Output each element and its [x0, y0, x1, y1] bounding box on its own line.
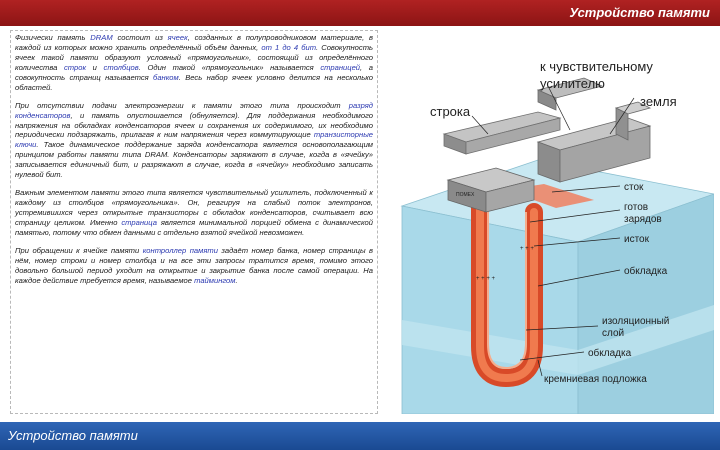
text-run: . Такое динамическое поддержание заряда конденсатора является основополагающим принципом работы памяти типа DRAM. Конденсаторы заряжают в случае, когда в «ячейку» записывается единичный бит, и разряжают в случае, когда в «ячейку» необходимо записать нулевой бит.: [15, 140, 373, 180]
label-gate-2: зарядов: [624, 214, 662, 225]
charge-marks-right: + + +: [520, 246, 534, 252]
footer-bar: [0, 422, 720, 450]
label-substrate: кремниевая подложка: [544, 374, 647, 385]
highlight-term: строк: [63, 62, 87, 72]
paragraph-4: [15, 246, 373, 286]
label-plate-2: обкладка: [588, 348, 632, 359]
text-run: , а совокупность страниц называется: [15, 62, 373, 82]
label-ground: земля: [640, 94, 677, 109]
highlight-term: ячеек: [167, 33, 188, 42]
text-run: . Совокупность ячеек такой памяти образуют условный «прямоугольник», состоящий из определённого количества: [15, 42, 374, 72]
text-run: . Один такой «прямоугольник» называется: [138, 62, 321, 72]
highlight-term: контроллер памяти: [142, 245, 218, 255]
highlight-term: DRAM: [90, 33, 113, 42]
label-drain: сток: [624, 182, 644, 193]
label-insulator-1: изоляционный: [602, 316, 670, 327]
highlight-term: страницей: [320, 62, 361, 72]
text-run: является минимальной порцией обмена с динамической памятью, потому что обмен данными с отдельно взятой ячейкой невозможен.: [15, 217, 373, 237]
text-run: При отсутствии подачи электроэнергии к памяти этого типа происходит: [15, 100, 349, 110]
header-bar: [0, 0, 720, 26]
label-plate-1: обкладка: [624, 266, 668, 277]
text-run: При обращении к ячейке памяти: [15, 245, 143, 255]
highlight-term: разряд конденсаторов: [15, 100, 373, 120]
highlight-term: банком: [153, 72, 179, 82]
highlight-term: таймингом: [194, 275, 236, 285]
paragraph-3: [15, 188, 373, 238]
text-run: и: [86, 62, 104, 72]
text-run: , созданных в полупроводниковом материале, в каждой из которых можно хранить определённый объём данных,: [15, 33, 374, 52]
text-run: состоит из: [112, 33, 168, 42]
highlight-term: транзисторные ключи: [15, 130, 373, 150]
label-gate-1: готов: [624, 202, 649, 213]
header-title: Устройство памяти: [569, 5, 710, 20]
paragraph-2: [15, 101, 373, 181]
text-frame: [10, 30, 378, 414]
label-sense-amp-2: усилителю: [540, 76, 605, 91]
text-run: Важным элементом памяти этого типа является чувствительный усилитель, подключенный к каждому из столбцов «прямоугольника». Он, реагируя на слабый поток электронов, устремившихся через открытые транзисторы с обкладок конденсаторов, считывает всю страницу целиком. Именно: [15, 188, 373, 227]
chip-text: ПОМЕХ: [456, 192, 475, 198]
highlight-term: столбцов: [103, 62, 139, 72]
label-sense-amp-1: к чувствительному: [540, 59, 653, 74]
highlight-term: страница: [121, 217, 157, 227]
label-source: исток: [624, 234, 649, 245]
bit-line-riser-front: [616, 108, 628, 140]
text-run: , и память опустошается (обнуляется). Для поддержания необходимого напряжения на обкладках конденсаторов ячеек и сохранения их содержимого, их необходимо периодически подзаряжать, прилагая к ним напряжения через коммутирующие: [15, 110, 373, 140]
text-run: Физически память: [15, 33, 91, 42]
dram-cell-diagram: [388, 30, 714, 414]
text-run: .: [235, 275, 238, 285]
charge-marks-left: + + + +: [476, 276, 496, 282]
label-insulator-2: слой: [602, 328, 625, 339]
text-run: . Весь набор ячеек условно делится на несколько областей.: [15, 72, 373, 92]
highlight-term: от 1 до 4 бит: [261, 42, 316, 52]
label-row: строка: [430, 104, 471, 119]
text-run: задаёт номер банка, номер страницы в нём, номер строки и номер столбца и на все эти запросы тратится время, помимо этого довольно большой период уходит на открытие и закрытие банка после самой операции. На каждое действие требуется время, называемое: [15, 245, 374, 285]
paragraph-1: [15, 33, 373, 93]
footer-title: Устройство памяти: [8, 428, 138, 443]
